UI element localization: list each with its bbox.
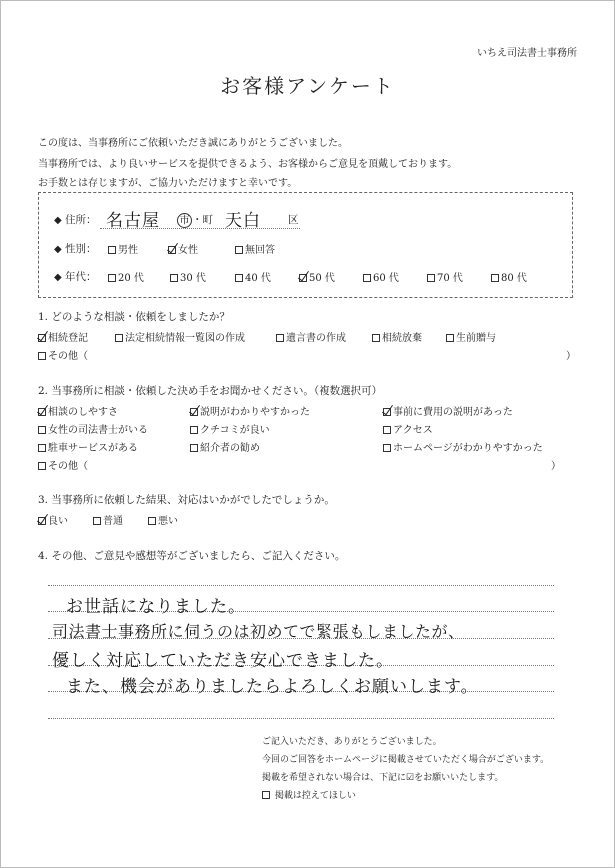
checkbox[interactable] — [446, 334, 454, 342]
option-label: 相続登記 — [48, 333, 88, 344]
address-label: 住所： — [65, 214, 97, 226]
q2-option-5[interactable] — [190, 421, 270, 436]
checkbox[interactable] — [148, 517, 156, 525]
option-label: 事前に費用の説明があった — [393, 407, 513, 418]
option-label: 50 代 — [309, 273, 335, 284]
checkbox[interactable] — [38, 462, 46, 470]
page-title: お客様アンケート — [220, 74, 395, 98]
gender-none[interactable] — [235, 241, 275, 256]
option-label: その他（ — [48, 461, 88, 472]
q2-option-8[interactable] — [190, 439, 260, 454]
option-label: 20 代 — [118, 273, 144, 284]
option-label: 良い — [48, 516, 68, 527]
option-label: 法定相続情報一覧図の作成 — [125, 333, 245, 344]
option-label: 70 代 — [437, 273, 463, 284]
q3-option-normal[interactable] — [93, 512, 123, 527]
comment-line-2[interactable]: 司法書士事務所に伺うのは初めてで緊張もしましたが、 — [52, 622, 465, 641]
q3-option-bad[interactable] — [148, 512, 178, 527]
q2-option-1[interactable] — [38, 403, 118, 418]
checkbox-checked[interactable] — [38, 517, 46, 525]
age-20[interactable] — [108, 269, 144, 284]
option-label: 悪い — [158, 516, 178, 527]
checkbox[interactable] — [235, 274, 243, 282]
age-40[interactable] — [235, 269, 271, 284]
q1-option-souzoku-touki[interactable] — [38, 329, 88, 344]
option-label: 無回答 — [245, 245, 275, 256]
checkbox[interactable] — [93, 517, 101, 525]
answer-line — [48, 718, 554, 719]
option-label: 80 代 — [501, 273, 527, 284]
checkbox[interactable] — [383, 444, 391, 452]
checkbox[interactable] — [190, 426, 198, 434]
q1-other[interactable] — [38, 347, 88, 362]
address-shi[interactable] — [177, 212, 213, 228]
option-label: 紹介者の勧め — [200, 443, 260, 454]
option-label: クチコミが良い — [200, 425, 270, 436]
checkbox-checked[interactable] — [383, 408, 391, 416]
checkbox[interactable] — [115, 334, 123, 342]
option-label: 説明がわかりやすかった — [200, 407, 310, 418]
intro-line-1: この度は、当事務所にご依頼いただき誠にありがとうございました。 — [38, 138, 348, 149]
answer-line — [48, 585, 554, 586]
checkbox[interactable] — [108, 274, 116, 282]
q2-option-9[interactable] — [383, 439, 543, 454]
age-70[interactable] — [427, 269, 463, 284]
option-label: ホームページがわかりやすかった — [393, 443, 543, 454]
gender-label: 性別： — [65, 243, 97, 255]
q1-option-zouyo[interactable] — [446, 329, 496, 344]
option-label: 30 代 — [180, 273, 206, 284]
q2-question: 2. 当事務所に相談・依頼した決め手をお聞かせください。（複数選択可） — [38, 385, 383, 397]
q2-option-3[interactable] — [383, 403, 513, 418]
comment-line-1[interactable]: お世話になりました。 — [66, 597, 246, 617]
checkbox-checked[interactable] — [190, 408, 198, 416]
comment-line-4[interactable]: また、機会がありましたらよろしくお願いします。 — [66, 677, 479, 697]
checkbox[interactable] — [372, 334, 380, 342]
address-underline — [100, 228, 300, 229]
checkbox[interactable] — [108, 246, 116, 254]
footer-request: 掲載を希望されない場合は、下記に☑をお願いいたします。 — [262, 773, 504, 783]
diamond-icon: ◆ — [54, 215, 62, 226]
shi-circled: 市 — [177, 213, 192, 228]
option-label: 普通 — [103, 516, 123, 527]
checkbox[interactable] — [38, 352, 46, 360]
option-label: その他（ — [48, 351, 88, 362]
q2-option-6[interactable] — [383, 421, 433, 436]
option-label: 40 代 — [245, 273, 271, 284]
address-area[interactable]: 天白 — [225, 211, 261, 231]
checkbox[interactable] — [427, 274, 435, 282]
q1-option-yuigon[interactable] — [276, 329, 346, 344]
checkbox[interactable] — [170, 274, 178, 282]
q3-option-good[interactable] — [38, 512, 68, 527]
checkbox[interactable] — [190, 444, 198, 452]
age-60[interactable] — [363, 269, 399, 284]
option-label: 相談のしやすさ — [48, 407, 118, 418]
option-label: 生前贈与 — [456, 333, 496, 344]
address-ku: 区 — [288, 214, 299, 226]
footer-notice: 今回のご回答をホームページに掲載させていただく場合がございます。 — [262, 755, 550, 765]
office-name: いちえ司法書士事務所 — [477, 48, 577, 59]
checkbox[interactable] — [491, 274, 499, 282]
footer-thanks: ご記入いただき、ありがとうございました。 — [262, 737, 442, 747]
option-label: 女性 — [178, 245, 198, 256]
checkbox[interactable] — [262, 791, 270, 799]
q1-other-close: ） — [566, 351, 576, 362]
q1-question: 1. どのような相談・依頼をしましたか？ — [38, 311, 230, 323]
footer-optout[interactable] — [262, 788, 356, 801]
checkbox[interactable] — [38, 426, 46, 434]
age-80[interactable] — [491, 269, 527, 284]
diamond-icon: ◆ — [54, 272, 62, 283]
option-label: アクセス — [393, 425, 433, 436]
diamond-icon: ◆ — [54, 244, 62, 255]
q2-other[interactable] — [38, 457, 88, 472]
age-30[interactable] — [170, 269, 206, 284]
q2-option-2[interactable] — [190, 403, 310, 418]
address-city[interactable]: 名古屋 — [106, 211, 160, 231]
checkbox[interactable] — [383, 426, 391, 434]
checkbox-checked[interactable] — [168, 246, 176, 254]
intro-line-3: お手数とは存じますが、ご協力いただけますと幸いです。 — [38, 178, 298, 189]
checkbox[interactable] — [235, 246, 243, 254]
q3-question: 3. 当事務所に依頼した結果、対応はいかがでしたでしょうか。 — [38, 494, 335, 506]
age-row — [54, 269, 97, 284]
q1-option-houtei[interactable] — [115, 329, 245, 344]
checkbox-checked[interactable] — [299, 274, 307, 282]
option-label: 女性の司法書士がいる — [48, 425, 148, 436]
checkbox[interactable] — [276, 334, 284, 342]
option-label: 駐車サービスがある — [48, 443, 138, 454]
checkbox-checked[interactable] — [38, 408, 46, 416]
option-label: 相続放棄 — [382, 333, 422, 344]
q4-question: 4. その他、ご意見や感想等がございましたら、ご記入ください。 — [38, 550, 346, 562]
checkbox-checked[interactable] — [38, 334, 46, 342]
gender-male[interactable] — [108, 241, 138, 256]
q1-option-houki[interactable] — [372, 329, 422, 344]
checkbox[interactable] — [363, 274, 371, 282]
comment-line-3[interactable]: 優しく対応していただき安心できました。 — [52, 651, 394, 671]
age-label: 年代： — [65, 271, 97, 283]
q2-option-7[interactable] — [38, 439, 138, 454]
option-label: 男性 — [118, 245, 138, 256]
checkbox[interactable] — [38, 444, 46, 452]
address-row — [54, 212, 97, 227]
q2-other-close: ） — [551, 461, 561, 472]
gender-row — [54, 241, 97, 256]
option-label: 遺言書の作成 — [286, 333, 346, 344]
address-sep: ・町 — [192, 214, 213, 226]
age-50[interactable] — [299, 269, 335, 284]
option-label: 掲載は控えてほしい — [274, 791, 356, 801]
gender-female[interactable] — [168, 241, 198, 256]
option-label: 60 代 — [373, 273, 399, 284]
q2-option-4[interactable] — [38, 421, 148, 436]
intro-line-2: 当事務所では、より良いサービスを提供できるよう、お客様からご意見を頂戴しております。 — [38, 159, 458, 170]
